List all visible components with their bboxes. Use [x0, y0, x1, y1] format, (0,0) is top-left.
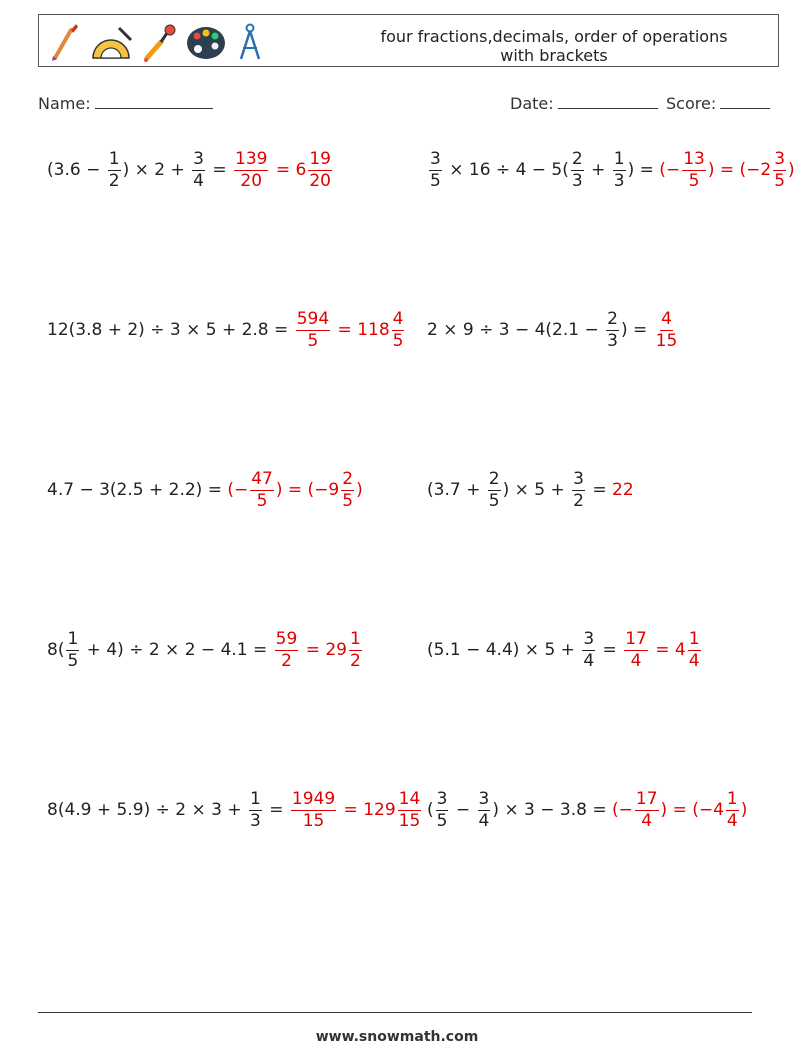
expression-text: ) × 5 +: [502, 480, 571, 500]
denominator: 5: [392, 330, 404, 351]
problem-expression: [427, 468, 613, 511]
problem-answer: [622, 628, 702, 671]
numerator: 1: [726, 788, 738, 809]
numerator: 139: [235, 148, 268, 169]
answer-text: ) = (−2: [707, 160, 772, 180]
numerator: 1: [613, 148, 625, 169]
denominator: 4: [193, 170, 204, 191]
expression-text: ) =: [620, 320, 653, 340]
problem-answer: [294, 308, 407, 351]
expression-fraction: [488, 468, 501, 511]
denominator: 5: [774, 170, 786, 191]
denominator: 15: [655, 330, 678, 351]
numerator: 13: [683, 148, 705, 169]
expression-fraction: [66, 628, 79, 671]
expression-fraction: [582, 628, 595, 671]
expression-text: 8(: [47, 640, 65, 660]
numerator: 1: [688, 628, 700, 649]
worksheet-header: [38, 14, 779, 67]
name-field[interactable]: [38, 92, 213, 113]
numerator: 3: [573, 468, 584, 489]
problem-expression: [47, 148, 233, 191]
problem-4: [427, 300, 680, 360]
problem-expression: [47, 480, 227, 500]
worksheet-title: [344, 27, 764, 65]
answer-text: = 118: [332, 320, 390, 340]
answer-fraction: [296, 308, 330, 351]
denominator: 20: [309, 170, 331, 191]
problem-expression: [427, 148, 660, 191]
answer-fraction: [635, 788, 659, 831]
problem-9: [47, 780, 423, 840]
expression-fraction: [606, 308, 619, 351]
denominator: 3: [613, 170, 625, 191]
answer-text: = 6: [270, 160, 307, 180]
denominator: 4: [641, 810, 653, 831]
numerator: 3: [436, 788, 448, 809]
expression-text: × 16 ÷ 4 − 5(: [443, 160, 569, 180]
expression-text: −: [450, 800, 476, 820]
date-field[interactable]: [510, 92, 658, 113]
expression-fraction: [108, 148, 121, 191]
problem-expression: [427, 628, 623, 671]
answer-fraction: [250, 468, 274, 511]
denominator: 20: [240, 170, 263, 191]
denominator: 2: [281, 650, 292, 671]
answer-fraction: [682, 148, 706, 191]
expression-fraction: [192, 148, 205, 191]
paintbrush-icon: [47, 22, 81, 62]
answer-fraction: [341, 468, 354, 511]
numerator: 594: [296, 308, 330, 329]
denominator: 5: [67, 650, 79, 671]
numerator: 1949: [291, 788, 336, 809]
problem-answer: [612, 788, 748, 831]
numerator: 14: [398, 788, 421, 809]
expression-text: + 4) ÷ 2 × 2 − 4.1 =: [81, 640, 273, 660]
denominator: 5: [342, 490, 354, 511]
expression-fraction: [429, 148, 442, 191]
denominator: 5: [256, 490, 268, 511]
name-label: Name:: [38, 94, 91, 113]
problem-expression: [47, 628, 273, 671]
expression-fraction: [571, 148, 584, 191]
answer-fraction: [275, 628, 299, 671]
numerator: 47: [251, 468, 273, 489]
numerator: 2: [571, 148, 583, 169]
denominator: 2: [349, 650, 361, 671]
answer-fraction: [308, 148, 332, 191]
compass-icon: [235, 22, 265, 62]
denominator: 3: [250, 810, 261, 831]
answer-text: = 29: [300, 640, 347, 660]
denominator: 2: [573, 490, 584, 511]
expression-text: (3.6 −: [47, 160, 106, 180]
answer-fraction: [655, 308, 679, 351]
expression-text: ) × 2 +: [122, 160, 191, 180]
expression-text: ) =: [627, 160, 660, 180]
expression-text: (5.1 − 4.4) × 5 +: [427, 640, 581, 660]
answer-fraction: [349, 628, 362, 671]
expression-fraction: [436, 788, 449, 831]
problem-3: [47, 300, 406, 360]
answer-text: (−: [659, 160, 681, 180]
denominator: 4: [688, 650, 700, 671]
numerator: 3: [478, 788, 490, 809]
numerator: 4: [392, 308, 404, 329]
numerator: 1: [108, 148, 120, 169]
problem-7: [47, 620, 364, 680]
expression-text: ) × 3 − 3.8 =: [492, 800, 612, 820]
problem-answer: [273, 628, 364, 671]
problem-answer: [659, 148, 795, 191]
date-label: Date:: [510, 94, 554, 113]
problem-6: [427, 460, 634, 520]
score-blank[interactable]: [720, 92, 770, 109]
denominator: 4: [478, 810, 490, 831]
answer-fraction: [234, 148, 268, 191]
answer-fraction: [291, 788, 336, 831]
expression-fraction: [613, 148, 626, 191]
expression-text: (3.7 +: [427, 480, 486, 500]
answer-fraction: [773, 148, 786, 191]
numerator: 3: [193, 148, 204, 169]
answer-fraction: [398, 788, 422, 831]
expression-fraction: [572, 468, 585, 511]
answer-text: 22: [612, 480, 634, 500]
expression-text: 4.7 − 3(2.5 + 2.2) =: [47, 480, 228, 500]
denominator: 2: [108, 170, 120, 191]
date-blank[interactable]: [558, 92, 658, 109]
numerator: 1: [349, 628, 361, 649]
expression-text: (: [427, 800, 434, 820]
denominator: 4: [583, 650, 595, 671]
problem-expression: [47, 788, 289, 831]
answer-text: ) = (−4: [660, 800, 724, 820]
numerator: 17: [625, 628, 647, 649]
numerator: 3: [430, 148, 441, 169]
numerator: 2: [488, 468, 500, 489]
answer-text: = 4: [649, 640, 686, 660]
expression-text: 12(3.8 + 2) ÷ 3 × 5 + 2.8 =: [47, 320, 294, 340]
expression-text: =: [263, 800, 289, 820]
expression-text: =: [597, 640, 623, 660]
numerator: 3: [583, 628, 595, 649]
answer-fraction: [624, 628, 648, 671]
problem-8: [427, 620, 703, 680]
header-icons: [47, 20, 265, 64]
numerator: 2: [342, 468, 354, 489]
problem-answer: [612, 480, 634, 500]
answer-text: = 129: [338, 800, 396, 820]
numerator: 17: [635, 788, 658, 809]
answer-text: (−: [227, 480, 249, 500]
denominator: 4: [630, 650, 642, 671]
answer-text: (−: [612, 800, 633, 820]
problem-1: [47, 140, 334, 200]
name-blank[interactable]: [95, 92, 213, 109]
expression-text: 2 × 9 ÷ 3 − 4(2.1 −: [427, 320, 605, 340]
numerator: 2: [607, 308, 618, 329]
palette-icon: [185, 22, 227, 62]
numerator: 4: [661, 308, 672, 329]
problem-2: [427, 140, 795, 200]
problem-answer: [232, 148, 334, 191]
problem-expression: [47, 320, 294, 340]
numerator: 19: [309, 148, 331, 169]
title-line-2: with brackets: [500, 46, 608, 65]
expression-fraction: [478, 788, 491, 831]
problem-answer: [227, 468, 363, 511]
answer-fraction: [392, 308, 405, 351]
dropper-icon: [141, 22, 177, 62]
score-label: Score:: [666, 94, 717, 113]
problem-expression: [427, 308, 653, 351]
numerator: 1: [250, 788, 261, 809]
answer-text: ): [356, 480, 363, 500]
denominator: 5: [436, 810, 448, 831]
answer-fraction: [726, 788, 739, 831]
title-line-1: four fractions,decimals, order of operations: [380, 27, 728, 46]
denominator: 4: [726, 810, 738, 831]
score-field[interactable]: [666, 92, 770, 113]
problem-10: [427, 780, 747, 840]
problem-answer: [653, 308, 681, 351]
denominator: 15: [398, 810, 421, 831]
expression-text: =: [206, 160, 233, 180]
problem-expression: [427, 788, 612, 831]
answer-text: ) = (−9: [275, 480, 340, 500]
denominator: 5: [307, 330, 319, 351]
expression-text: 8(4.9 + 5.9) ÷ 2 × 3 +: [47, 800, 247, 820]
denominator: 3: [571, 170, 583, 191]
footer-divider: [38, 1012, 752, 1013]
numerator: 1: [67, 628, 79, 649]
problem-5: [47, 460, 363, 520]
answer-text: ): [788, 160, 795, 180]
problem-answer: [289, 788, 423, 831]
denominator: 15: [302, 810, 325, 831]
footer-site[interactable]: www.snowmath.com: [315, 1029, 479, 1045]
expression-text: =: [586, 480, 613, 500]
denominator: 3: [607, 330, 618, 351]
numerator: 59: [275, 628, 298, 649]
numerator: 3: [774, 148, 786, 169]
denominator: 5: [430, 170, 441, 191]
expression-text: +: [585, 160, 611, 180]
answer-fraction: [688, 628, 701, 671]
answer-text: ): [740, 800, 748, 820]
denominator: 5: [488, 490, 500, 511]
expression-fraction: [249, 788, 262, 831]
denominator: 5: [688, 170, 700, 191]
protractor-icon: [89, 22, 133, 62]
